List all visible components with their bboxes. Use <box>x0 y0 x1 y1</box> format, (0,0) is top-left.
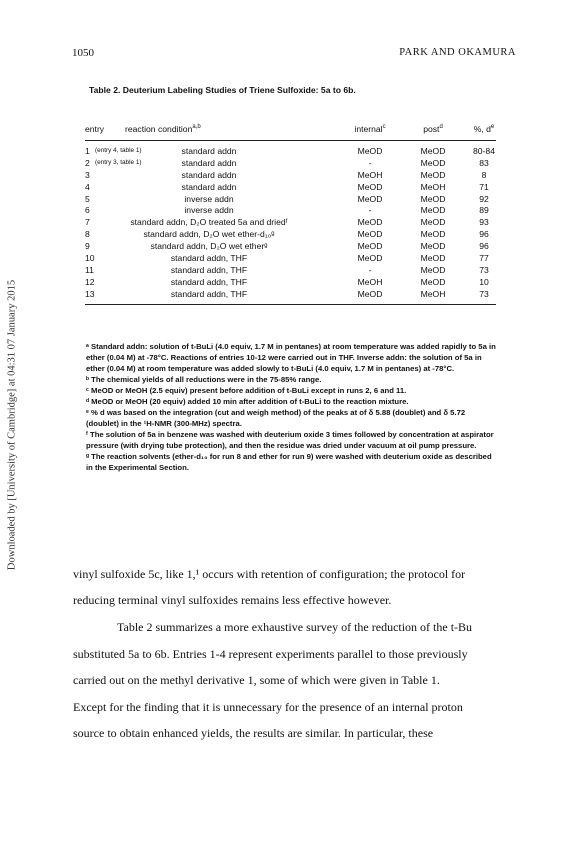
table-row <box>85 263 496 275</box>
cell-d: 96 <box>479 229 489 240</box>
cell-internal: MeOH <box>357 169 383 180</box>
cell-entry: 13 <box>85 288 95 299</box>
table-row <box>85 251 496 263</box>
cell-d: 8 <box>481 169 487 180</box>
cell-condition: standard addn, THF <box>170 253 248 264</box>
cell-entry: 1 <box>85 146 90 156</box>
cell-post: MeOD <box>420 193 446 204</box>
cell-entry: 11 <box>85 264 94 275</box>
cell-d: 80-84 <box>473 146 495 156</box>
cell-internal: MeOD <box>357 229 383 240</box>
cell-entry: 10 <box>85 253 95 264</box>
cell-condition: standard addn <box>181 146 237 156</box>
header-post <box>407 124 459 134</box>
cell-post: MeOD <box>420 169 446 180</box>
body-line: carried out on the methyl derivative 1, some of which were given in Table 1. <box>73 673 440 687</box>
header-post-sup: d <box>439 124 443 131</box>
header-entry: entry <box>85 124 105 134</box>
cell-d: 92 <box>479 193 489 204</box>
cell-internal: MeOH <box>357 276 383 287</box>
table-body <box>85 141 496 305</box>
cell-entry: 8 <box>85 229 90 240</box>
cell-post: MeOH <box>420 288 446 299</box>
table-row <box>85 287 496 299</box>
body-line: Table 2 summarizes a more exhaustive survey of the reduction of the t-Bu <box>117 620 473 634</box>
cell-condition: standard addn <box>181 157 237 168</box>
header-condition-label: reaction condition <box>125 124 193 134</box>
cell-post: MeOD <box>420 229 446 240</box>
cell-entry: 4 <box>85 181 90 192</box>
cell-entry: 5 <box>85 193 90 204</box>
table-title: Table 2. Deuterium Labeling Studies of Triene Sulfoxide: 5a to 6b. <box>89 85 356 95</box>
footnote: ᵈ MeOD or MeOH (20 equiv) added 10 min after addition of t-BuLi to the reaction mixture. <box>86 397 409 406</box>
cell-internal: MeOD <box>357 253 383 264</box>
footnote: ᵃ Standard addn: solution of t-BuLi (4.0 equiv, 1.7 M in pentanes) at room temperature was added rapidly to 5a in ether (0.04 M) at -78°C. Reactions of entries 10-12 were carried out in THF. Inverse addn: the solution of 5a in ether (0.04 M) at room temperature was added slowly to t-BuLi (4.0 equiv, 1.7 M in pentanes) at -78°C. <box>86 342 496 373</box>
running-head: PARK AND OKAMURA <box>399 47 516 58</box>
header-condition <box>125 124 201 134</box>
footnote: ᵉ % d was based on the integration (cut and weigh method) of the peaks at of δ 5.88 (doublet) and δ 5.72 (doublet) in the ¹H-NMR (300-MHz) spectra. <box>86 408 466 428</box>
cell-condition: standard addn, THF <box>170 276 248 287</box>
footnote: ᶜ MeOD or MeOH (2.5 equiv) present before addition of t-BuLi except in runs 2, 6 and 11. <box>86 386 407 395</box>
cell-entry: 7 <box>85 217 90 228</box>
footnote: ᶠ The solution of 5a in benzene was washed with deuterium oxide 3 times followed by concentration at aspirator pressure (with drying tube protection), and then the residue was dried under vacuum at oil pump pressure. <box>86 430 494 450</box>
download-watermark <box>4 240 20 610</box>
cell-condition: inverse addn <box>184 205 234 216</box>
table-footnotes <box>86 341 500 473</box>
cell-post: MeOD <box>420 276 446 287</box>
cell-internal: - <box>368 264 372 275</box>
cell-post: MeOD <box>420 157 446 168</box>
table-row <box>85 215 496 227</box>
cell-ref: (entry 3, table 1) <box>95 158 142 166</box>
cell-d: 10 <box>479 276 489 287</box>
cell-post: MeOD <box>420 253 446 264</box>
page-number: 1050 <box>72 47 94 59</box>
cell-condition: standard addn, D₂O wet etherᵍ <box>150 241 268 252</box>
download-watermark-text: Downloaded by [University of Cambridge] at 04:31 07 January 2015 <box>6 279 18 571</box>
header-d-sup: e <box>490 124 495 131</box>
header-internal-label: internal <box>354 124 383 134</box>
cell-d: 93 <box>479 217 489 228</box>
cell-condition: standard addn <box>181 169 237 180</box>
cell-entry: 6 <box>85 205 90 216</box>
cell-entry: 3 <box>85 169 90 180</box>
footnote: ᵇ The chemical yields of all reductions were in the 75-85% range. <box>86 375 322 384</box>
cell-ref: (entry 4, table 1) <box>95 147 142 154</box>
cell-d: 83 <box>479 157 489 168</box>
footnote: ᵍ The reaction solvents (ether-d₁₀ for run 8 and ether for run 9) were washed with deuterium oxide as described in the Experimental Section. <box>86 452 492 472</box>
cell-entry: 9 <box>85 241 90 252</box>
cell-internal: - <box>368 205 372 216</box>
cell-post: MeOD <box>420 241 446 252</box>
cell-internal: MeOD <box>357 146 383 156</box>
body-line: Except for the finding that it is unnecessary for the presence of an internal proton <box>73 700 463 714</box>
header-percent-d <box>455 124 513 134</box>
cell-d: 89 <box>479 205 489 216</box>
cell-condition: standard addn, THF <box>170 288 248 299</box>
cell-post: MeOH <box>420 181 446 192</box>
cell-d: 77 <box>479 253 489 264</box>
cell-post: MeOD <box>420 264 446 275</box>
header-internal <box>343 124 397 134</box>
cell-d: 96 <box>479 241 489 252</box>
deuterium-table <box>85 122 496 305</box>
header-d-label: %, d <box>473 124 491 134</box>
body-line: source to obtain enhanced yields, the results are similar. In particular, these <box>73 726 434 740</box>
table-row <box>85 192 496 204</box>
table-header-row <box>85 122 496 141</box>
table-row <box>85 239 496 251</box>
body-line: substituted 5a to 6b. Entries 1-4 represent experiments parallel to those previously <box>73 647 468 661</box>
cell-condition: inverse addn <box>184 193 234 204</box>
table-row <box>85 180 496 192</box>
cell-condition: standard addn <box>181 181 237 192</box>
header-internal-sup: c <box>382 124 386 131</box>
cell-post: MeOD <box>420 146 446 156</box>
table-row <box>85 227 496 239</box>
cell-internal: MeOD <box>357 241 383 252</box>
body-line: vinyl sulfoxide 5c, like 1,¹ occurs with retention of configuration; the protocol for <box>73 567 466 581</box>
cell-internal: - <box>368 157 372 168</box>
table-row <box>85 203 496 215</box>
cell-d: 73 <box>479 288 489 299</box>
table-row <box>85 156 496 168</box>
body-line: reducing terminal vinyl sulfoxides remains less effective however. <box>73 593 392 607</box>
cell-condition: standard addn, THF <box>170 264 248 275</box>
cell-internal: MeOD <box>357 193 383 204</box>
cell-post: MeOD <box>420 217 446 228</box>
cell-entry: 12 <box>85 276 95 287</box>
cell-d: 71 <box>479 181 489 192</box>
header-post-label: post <box>423 124 440 134</box>
cell-condition: standard addn, D₂O wet ether-d₁₀ᵍ <box>143 229 275 240</box>
cell-post: MeOD <box>420 205 446 216</box>
table-row <box>85 275 496 287</box>
cell-entry: 2 <box>85 157 90 168</box>
cell-condition: standard addn, D₂O treated 5a and driedᶠ <box>130 217 288 228</box>
cell-internal: MeOD <box>357 288 383 299</box>
table-row <box>85 144 496 156</box>
cell-internal: MeOD <box>357 181 383 192</box>
cell-internal: MeOD <box>357 217 383 228</box>
table-row <box>85 168 496 180</box>
header-condition-sup: a,b <box>192 124 201 131</box>
cell-d: 73 <box>479 264 489 275</box>
